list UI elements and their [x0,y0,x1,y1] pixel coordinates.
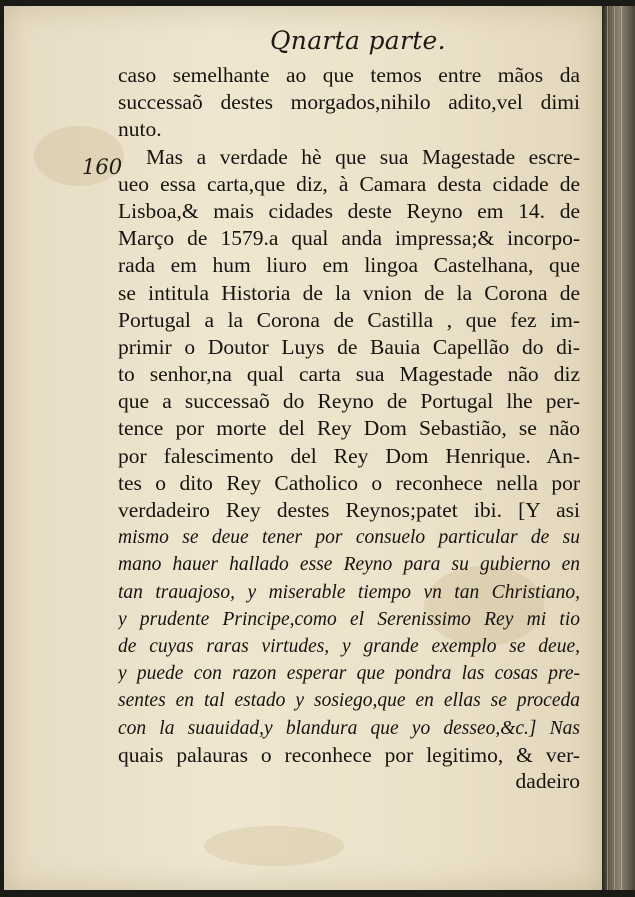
text-line: successaõ destes morgados,nihilo adito,vel dimi [118,90,580,115]
page-edge-line [621,6,622,890]
text-line: sentes en tal estado y sosiego,que en ellas se proceda [118,690,580,712]
running-head: Qnarta parte. [270,26,446,55]
text-line: que a successaõ do Reyno de Portugal lhe per- [118,389,580,414]
text-line: primir o Doutor Luys de Bauia Capellão do di- [118,334,580,359]
text-line: de cuyas raras virtudes, y grande exemplo se deue, [118,635,580,657]
catchword: dadeiro [515,769,580,793]
page-edge-line [614,6,615,890]
text-line: con la suauidad,y blandura que yo desseo,&c.] Nas [118,717,580,739]
page-edge-line [607,6,608,890]
text-line: mano hauer hallado esse Reyno para su gubierno en [118,554,580,576]
text-line: por falescimento del Rey Dom Henrique. An- [118,443,580,468]
text-line: rada em hum liuro em lingoa Castelhana, que [118,253,580,278]
text-line: tence por morte del Rey Dom Sebastião, se não [118,416,580,441]
text-line: y prudente Principe,como el Serenissimo Rey mi tio [118,608,580,630]
text-line: nuto. [118,117,162,142]
text-line: Lisboa,& mais cidades deste Reyno em 14. de [118,198,580,223]
text-line: mismo se deue tener por consuelo particular de su [118,527,580,549]
text-line: tan trauajoso, y miserable tiempo vn tan Christiano, [118,581,580,603]
paper-stain [204,826,344,866]
text-line: Portugal a la Corona de Castilla , que fez im- [118,307,580,332]
margin-number: 160 [82,155,123,179]
text-line: tes o dito Rey Catholico o reconhece nella por [118,470,580,495]
body-text [118,62,580,769]
text-line: caso semelhante ao que temos entre mãos da [118,63,580,87]
text-line: Março de 1579.a qual anda impressa;& incorpo- [118,226,580,251]
text-line: Mas a verdade hè que sua Magestade escre- [146,144,580,169]
text-line: ueo essa carta,que diz, à Camara desta cidade de [118,171,580,196]
text-line: verdadeiro Rey destes Reynos;patet ibi. [Y asi [118,498,580,522]
text-line: to senhor,na qual carta sua Magestade não diz [118,362,580,387]
text-line: se intitula Historia de la vnion de la Corona de [118,280,580,305]
text-line: y puede con razon esperar que pondra las cosas pre- [118,663,580,685]
text-line: quais palauras o reconhece por legitimo, & ver- [118,742,580,767]
